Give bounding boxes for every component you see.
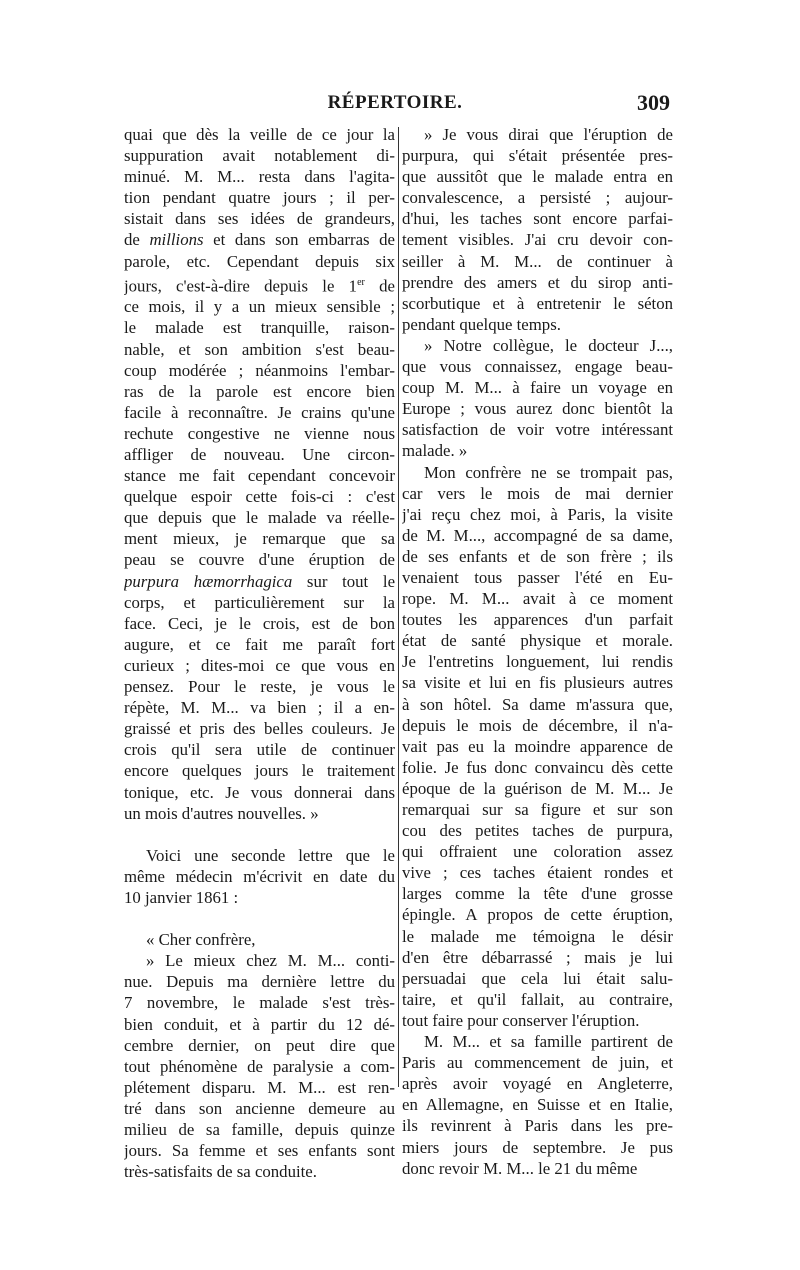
text-line: satisfaction de voir votre intéressant [402, 420, 673, 440]
text-line: Voici une seconde lettre que le [146, 845, 395, 865]
text-line: que aussitôt que le malade entra en [402, 167, 673, 187]
text-line: très-satisfaits de sa conduite. [124, 1162, 317, 1182]
running-title: RÉPERTOIRE. [327, 92, 463, 113]
text-line: seiller à M. M... de continuer à [402, 251, 673, 271]
text-line: tement visibles. J'ai cru devoir con- [402, 230, 673, 250]
text-line: convalescence, a persisté ; aujour- [402, 188, 673, 208]
text-line: persuadai que cela lui était salu- [402, 968, 673, 988]
text-line: Paris au commencement de juin, et [402, 1053, 673, 1073]
text-line: » Je vous dirai que l'éruption de [424, 125, 673, 144]
text-line: face. Ceci, je le crois, est de bon [124, 613, 395, 633]
text-line: folie. Je fus donc convaincu dès cette [402, 757, 673, 777]
text-line: un mois d'autres nouvelles. » [124, 803, 319, 823]
text-line: minué. M. M... resta dans l'agita- [124, 167, 395, 187]
text-line: de ses enfants et de son frère ; ils [402, 546, 673, 566]
text-line: même médecin m'écrivit en date du [124, 866, 395, 886]
text-line: que depuis que le malade va réelle- [124, 508, 395, 528]
text-line: tout faire pour conserver l'éruption. [402, 1010, 640, 1030]
text-line: suppuration avait notablement di- [124, 146, 395, 166]
text-line: jours. Sa femme et ses enfants sont [124, 1141, 395, 1161]
text-line: nable, et son ambition s'est beau- [124, 339, 395, 359]
text-line: répète, M. M... va bien ; il a en- [124, 698, 395, 718]
text-line: tout phénomène de paralysie a com- [124, 1056, 395, 1076]
text-line: tion pendant quatre jours ; il per- [124, 188, 395, 208]
text-line: augure, et ce fait me paraît fort [124, 634, 395, 654]
text-line: depuis le mois de décembre, il n'a- [402, 715, 673, 735]
text-line: larges comme la tête d'une grosse [402, 884, 673, 904]
text-line: Je l'entretins longuement, lui rendis [402, 652, 673, 672]
text-line: purpura hæmorrhagica sur tout le [124, 571, 395, 591]
italic-term: purpura hæmorrhagica [124, 571, 293, 591]
paragraph-gap [124, 908, 395, 929]
text-line: cembre dernier, on peut dire que [124, 1035, 395, 1055]
text-line: que vous connaissez, engage beau- [402, 357, 673, 377]
text-line: crois qu'il sera utile de continuer [124, 740, 395, 760]
text-line: le malade est tranquille, raison- [124, 318, 395, 338]
text-line: ras de la parole est encore bien [124, 381, 395, 401]
text-line: 7 novembre, le malade s'est très- [124, 993, 395, 1013]
text-line: ment mieux, je remarque que sa [124, 529, 395, 549]
text-line: de M. M..., accompagné de sa dame, [402, 525, 673, 545]
text-line: remarquai sur sa figure et sur son [402, 800, 673, 819]
text-line: à son hôtel. Sa dame m'assura que, [402, 694, 673, 714]
paragraph-gap [124, 824, 395, 845]
text-line: tonique, etc. Je vous donnerai dans [124, 782, 395, 802]
text-line: corps, et particulièrement sur la [124, 592, 395, 612]
text-line: état de santé physique et morale. [402, 631, 673, 651]
text-line: tré dans son ancienne demeure au [124, 1098, 395, 1118]
text-line: facile à reconnaître. Je crains qu'une [124, 402, 395, 422]
text-line: prendre des amers et du sirop anti- [402, 272, 673, 292]
text-line: d'hui, les taches sont encore parfai- [402, 209, 673, 229]
page-number: 309 [637, 90, 670, 115]
text-line: de millions et dans son embarras de [124, 230, 395, 250]
text-line: » Le mieux chez M. M... conti- [146, 951, 395, 971]
text-line: Mon confrère ne se trompait pas, [424, 462, 673, 482]
text-line: après avoir voyagé en Angleterre, [402, 1074, 673, 1094]
text-line: ils revinrent à Paris dans les pre- [402, 1116, 673, 1136]
text-line: pensez. Pour le reste, je vous le [124, 677, 395, 697]
column-divider [398, 127, 399, 1087]
text-line: curieux ; dites-moi ce que vous en [124, 655, 395, 675]
text-line: M. M... et sa famille partirent de [424, 1032, 673, 1052]
text-line: milieu de sa famille, depuis quinze [124, 1120, 395, 1139]
right-text-column [402, 124, 673, 1179]
text-line: pendant quelque temps. [402, 314, 561, 334]
text-line: vive ; ces taches étaient rondes et [402, 863, 673, 883]
text-line: miers jours de septembre. Je pus [402, 1137, 673, 1157]
text-line: quai que dès la veille de ce jour la [124, 125, 395, 144]
text-line: époque de la guérison de M. M... Je [402, 778, 673, 798]
text-line: plétement disparu. M. M... est ren- [124, 1077, 395, 1097]
text-line: rope. M. M... avait à ce moment [402, 589, 673, 609]
text-line: ce mois, il y a un mieux sensible ; [124, 297, 395, 317]
text-line: encore quelques jours le traitement [124, 761, 395, 781]
text-line: Europe ; vous aurez donc bientôt la [402, 399, 673, 419]
text-line: le malade me témoigna le désir [402, 926, 673, 946]
text-line: sa visite et lui en fis plusieurs autres [402, 673, 673, 693]
text-line: jours, c'est-à-dire depuis le 1er de [124, 276, 395, 296]
text-line: « Cher confrère, [146, 930, 256, 950]
text-line: toutes les apparences d'un parfait [402, 610, 673, 630]
text-line: affliger de nouveau. Une circon- [124, 445, 395, 464]
text-line: 10 janvier 1861 : [124, 887, 239, 907]
text-line: » Notre collègue, le docteur J..., [424, 335, 673, 355]
text-line: purpura, qui s'était présentée pres- [402, 146, 673, 166]
text-line: car vers le mois de mai dernier [402, 483, 673, 503]
text-line: d'en être débarrassé ; mais je lui [402, 947, 673, 967]
text-line: malade. » [402, 441, 468, 461]
text-line: vait pas eu la moindre apparence de [402, 736, 673, 756]
text-line: épingle. A propos de cette éruption, [402, 905, 673, 925]
text-line: donc revoir M. M... le 21 du même [402, 1158, 638, 1178]
left-text-column [124, 124, 395, 1182]
text-line: quelque espoir cette fois-ci : c'est [124, 487, 395, 507]
text-line: j'ai reçu chez moi, à Paris, la visite [402, 504, 673, 524]
text-line: coup modérée ; néanmoins l'embar- [124, 360, 395, 380]
text-line: rechute congestive ne vienne nous [124, 423, 395, 443]
text-line: taire, et qu'il fallait, au contraire, [402, 989, 673, 1009]
italic-term: millions [149, 230, 204, 250]
page-header [120, 92, 670, 122]
text-line: bien conduit, et à partir du 12 dé- [124, 1014, 395, 1034]
text-line: sistait dans ses idées de grandeurs, [124, 209, 395, 229]
text-line: coup M. M... à faire un voyage en [402, 378, 673, 398]
text-line: peau se couvre d'une éruption de [124, 550, 395, 570]
text-line: nue. Depuis ma dernière lettre du [124, 972, 395, 992]
text-line: scorbutique et à entretenir le séton [402, 293, 673, 313]
text-line: parole, etc. Cependant depuis six [124, 251, 395, 271]
text-line: venaient tous passer l'été en Eu- [402, 567, 673, 587]
text-line: stance me fait cependant concevoir [124, 466, 395, 486]
text-line: graissé et pris des belles couleurs. Je [124, 719, 395, 739]
text-line: en Allemagne, en Suisse et en Italie, [402, 1095, 673, 1115]
text-line: qui offraient une coloration assez [402, 842, 673, 862]
text-line: cou des petites taches de purpura, [402, 821, 673, 841]
